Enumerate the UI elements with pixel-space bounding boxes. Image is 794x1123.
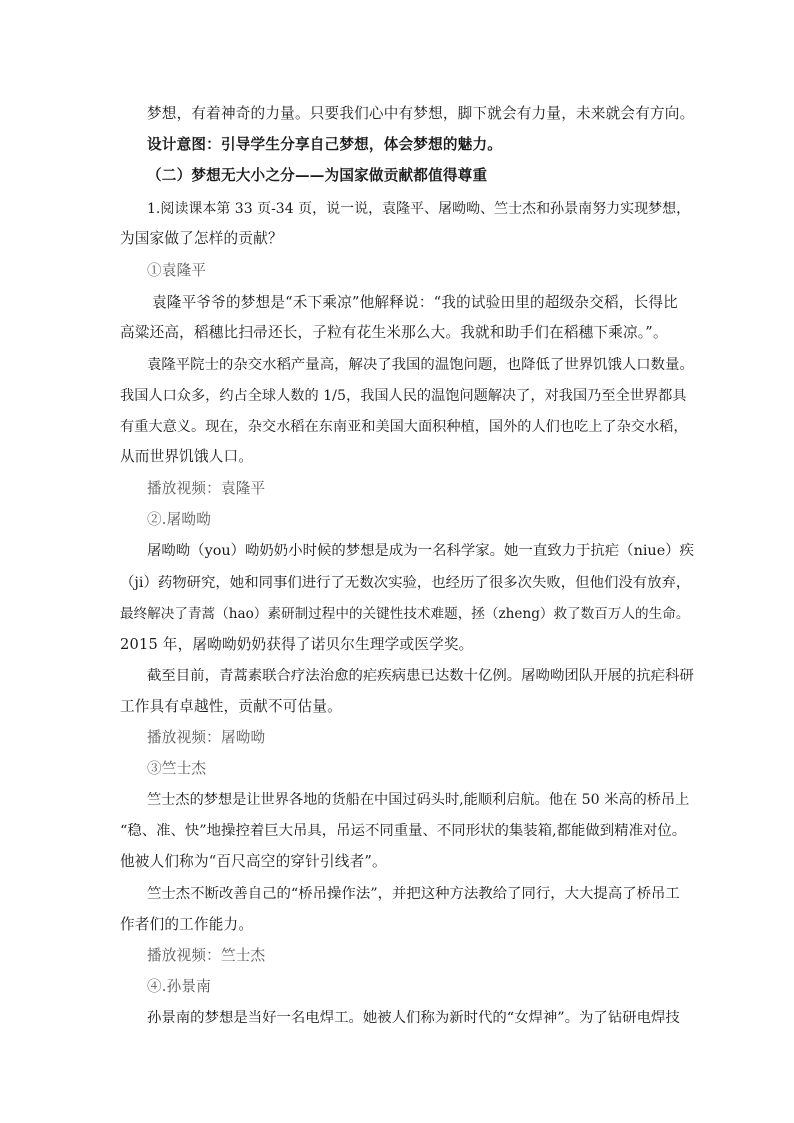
yuan-paragraph-line-2: 高粱还高，稻穗比扫帚还长，子粒有花生米那么大。我就和助手们在稻穗下乘凉。”。 <box>120 324 668 341</box>
yuan-paragraph2-line-1: 袁隆平院士的杂交水稻产量高，解决了我国的温饱问题，也降低了世界饥饿人口数量。 <box>147 357 694 373</box>
zhu-paragraph2-line-2: 作者们的工作能力。 <box>120 916 254 933</box>
yuan-paragraph2-line-4: 从而世界饥饿人口。 <box>120 448 254 465</box>
zhu-paragraph-line-1: 竺士杰的梦想是让世界各地的货船在中国过码头时,能顺利启航。他在 50 米高的桥吊上 <box>147 792 690 808</box>
subheading-zhu-shijie: ③竺士杰 <box>147 760 207 777</box>
video-yuan-longping: 播放视频：袁隆平 <box>147 480 266 497</box>
question-line-2: 为国家做了怎样的贡献？ <box>120 230 283 247</box>
yuan-paragraph2-line-2: 我国人口众多，约占全球人数的 1/5，我国人民的温饱问题解决了，对我国乃至全世界都具 <box>120 388 687 404</box>
sun-paragraph-line-1: 孙景南的梦想是当好一名电焊工。她被人们称为新时代的“女焊神”。为了钻研电焊技 <box>147 1010 680 1026</box>
zhu-paragraph-line-3: 他被人们称为“百尺高空的穿针引线者”。 <box>120 853 387 870</box>
zhu-paragraph-line-2: “稳、准、快”地操控着巨大吊具，吊运不同重量、不同形状的集装箱,都能做到精准对位。 <box>120 823 687 839</box>
yuan-paragraph-line-1: 袁隆平爷爷的梦想是“禾下乘凉”他解释说：“我的试验田里的超级杂交稻，长得比 <box>152 294 678 311</box>
question-line-1: 1.阅读课本第 33 页-34 页，说一说，袁隆平、屠呦呦、竺士杰和孙景南努力实现梦想， <box>147 201 691 217</box>
tu-paragraph2-line-2: 工作具有卓越性，贡献不可估量。 <box>120 698 342 715</box>
subheading-sun-jingnan: ④.孙景南 <box>147 978 212 995</box>
paragraph-intro: 梦想，有着神奇的力量。只要我们心中有梦想，脚下就会有力量，未来就会有方向。 <box>147 105 695 122</box>
tu-paragraph2-line-1: 截至目前，青蒿素联合疗法治愈的疟疾病患已达数十亿例。屠呦呦团队开展的抗疟科研 <box>147 668 694 684</box>
video-zhu-shijie: 播放视频：竺士杰 <box>147 947 266 964</box>
yuan-paragraph2-line-3: 有重大意义。现在，杂交水稻在东南亚和美国大面积种植，国外的人们也吃上了杂交水稻， <box>120 419 688 435</box>
section-heading: （二）梦想无大小之分——为国家做贡献都值得尊重 <box>147 167 488 184</box>
design-intent: 设计意图：引导学生分享自己梦想，体会梦想的魅力。 <box>147 136 503 153</box>
subheading-yuan-longping: ①袁隆平 <box>147 262 207 279</box>
tu-paragraph-line-1: 屠呦呦（you）呦奶奶小时候的梦想是成为一名科学家。她一直致力于抗疟（niue）疾 <box>147 543 695 559</box>
tu-paragraph-line-3: 最终解决了青蒿（hao）素研制过程中的关键性技术难题，拯（zheng）救了数百万人的生命。 <box>120 606 690 622</box>
tu-paragraph-line-4: 2015 年，屠呦呦奶奶获得了诺贝尔生理学或医学奖。 <box>120 636 474 653</box>
tu-paragraph-line-2: （ji）药物研究，她和同事们进行了无数次实验，也经历了很多次失败，但他们没有放弃， <box>120 575 691 591</box>
video-tu-youyou: 播放视频：屠呦呦 <box>147 729 266 746</box>
subheading-tu-youyou: ②.屠呦呦 <box>147 511 212 528</box>
zhu-paragraph2-line-1: 竺士杰不断改善自己的“桥吊操作法”，并把这种方法教给了同行，大大提高了桥吊工 <box>147 886 680 902</box>
